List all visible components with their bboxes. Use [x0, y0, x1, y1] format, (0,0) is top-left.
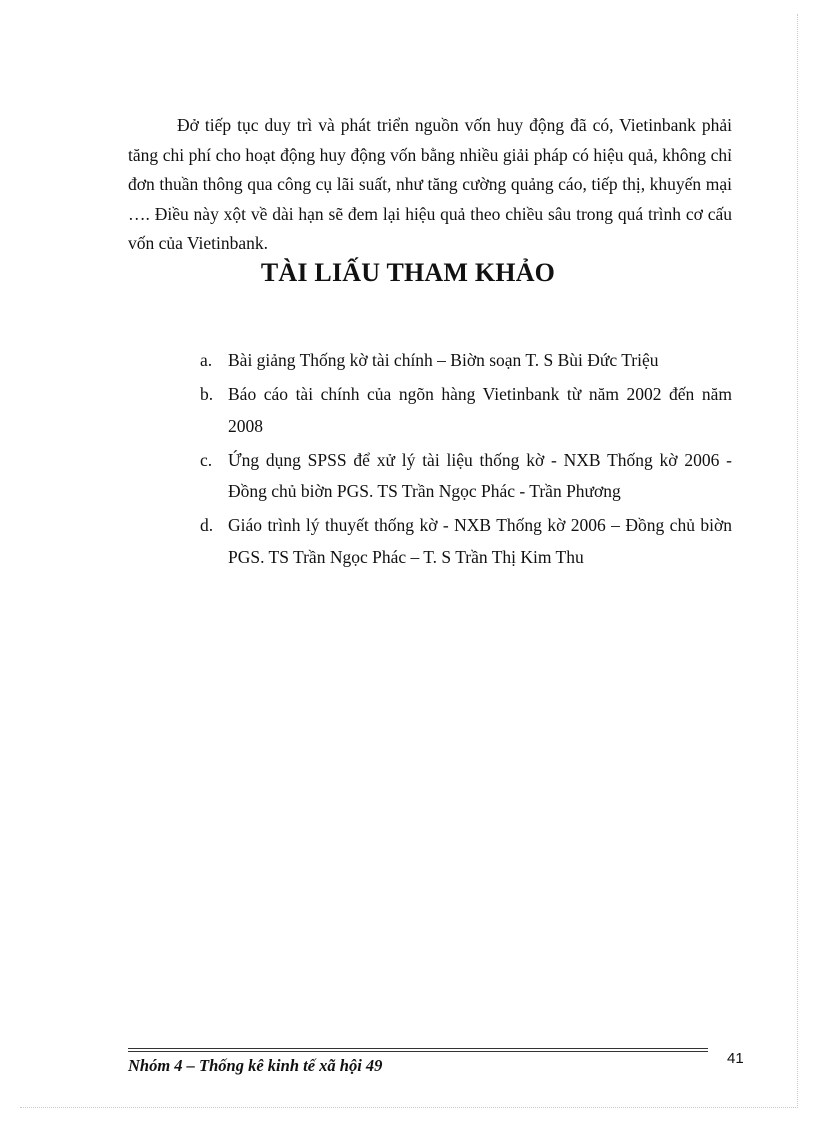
reference-list	[200, 345, 732, 576]
reference-text: Ứng dụng SPSS để xử lý tài liệu thống kờ - NXB Thống kờ 2006 - Đồng chủ biờn PGS. TS Trần Ngọc Phác - Trần Phương	[228, 449, 732, 501]
reference-item	[200, 345, 732, 377]
footer-text: Nhóm 4 – Thống kê kinh tế xã hội 49	[128, 1056, 383, 1075]
reference-marker: b.	[200, 384, 214, 404]
references-title: TÀI LIẤU THAM KHẢO	[260, 258, 556, 287]
reference-text: Giáo trình lý thuyết thống kờ - NXB Thống kờ 2006 – Đồng chủ biờn PGS. TS Trần Ngọc Phác – T. S Trần Thị Kim Thu	[228, 515, 732, 567]
reference-marker: c.	[200, 449, 213, 470]
reference-marker: d.	[200, 515, 214, 535]
reference-text: Báo cáo tài chính của ngõn hàng Vietinbank từ năm 2002 đến năm 2008	[228, 384, 732, 436]
footer-divider	[128, 1051, 708, 1052]
reference-text: Bài giảng Thống kờ tài chính – Biờn soạn T. S Bùi Đức Triệu	[228, 350, 659, 370]
reference-item	[200, 379, 732, 442]
reference-item	[200, 510, 732, 573]
reference-marker: a.	[200, 350, 213, 370]
reference-item	[200, 445, 732, 508]
page-number: 41	[727, 1050, 744, 1067]
body-paragraph: Đở tiếp tục duy trì và phát triển nguồn vốn huy động đã có, Vietinbank phải tăng chi phí cho hoạt động huy động vốn bằng nhiều giải pháp có hiệu quả, không chỉ đơn thuần thông qua công cụ lãi suất, như tăng cường quảng cáo, tiếp thị, khuyến mại …. Điều này xột về dài hạn sẽ đem lại hiệu quả theo chiều sâu trong quá trình cơ cấu vốn của Vietinbank.	[128, 115, 732, 253]
footer-divider	[128, 1048, 708, 1049]
